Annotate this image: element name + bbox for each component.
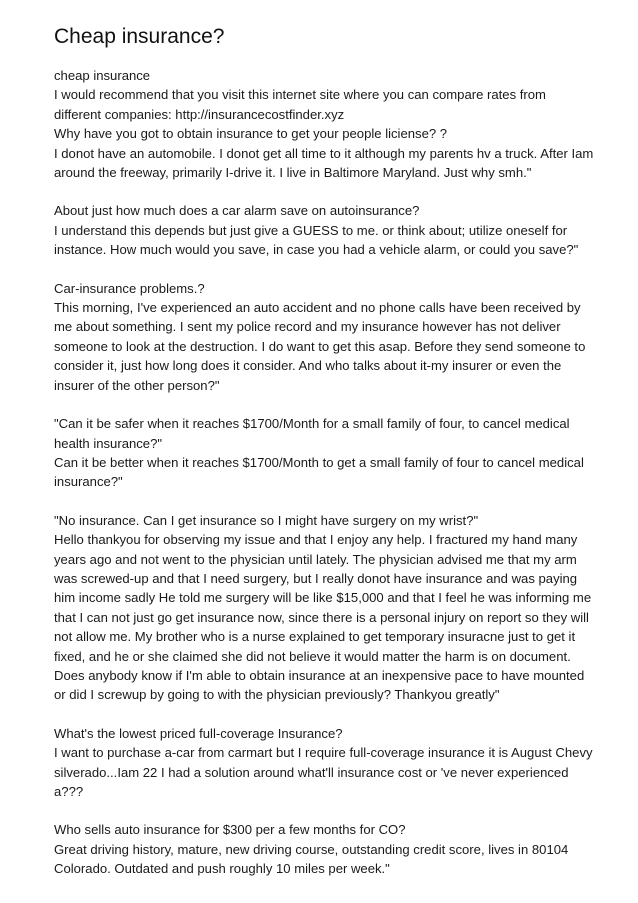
text-line: cheap insurance <box>54 68 151 83</box>
text-line: "Can it be safer when it reaches $1700/Month for a small family of four, to cancel medical <box>54 416 570 432</box>
text-line: years ago and not went to the physician until lately. The physician advised me that my arm <box>54 551 577 567</box>
text-line: consider it, just how long does it consider. And who talks about it-my insurer or even the <box>54 358 562 374</box>
text-section <box>54 279 614 395</box>
text-line: "No insurance. Can I get insurance so I might have surgery on my wrist?" <box>54 512 479 528</box>
text-section <box>54 414 614 492</box>
text-line: instance. How much would you save, in case you had a vehicle alarm, or could you save?" <box>54 242 579 258</box>
document-page <box>54 22 614 898</box>
text-section <box>54 511 614 705</box>
text-line: health insurance?" <box>54 435 163 451</box>
text-line: silverado...Iam 22 I had a solution around what'll insurance cost or 've never experienced <box>54 764 569 780</box>
text-line: a??? <box>54 784 84 799</box>
text-section <box>54 724 614 802</box>
page-title: Cheap insurance? <box>54 25 225 48</box>
text-line: Hello thankyou for observing my issue and that I enjoy any help. I fractured my hand many <box>54 532 578 548</box>
text-line: I donot have an automobile. I donot get all time to it although my parents hv a truck. After Iam <box>54 145 594 161</box>
text-line: around the freeway, primarily I-drive it. I live in Baltimore Maryland. Just why smh." <box>54 165 532 181</box>
text-line: What's the lowest priced full-coverage Insurance? <box>54 725 343 741</box>
text-line: Does anybody know if I'm able to obtain insurance at an inexpensive pace to have mounted <box>54 667 585 683</box>
text-line: About just how much does a car alarm save on autoinsurance? <box>54 203 420 219</box>
text-line: insurance?" <box>54 474 123 490</box>
text-line: Colorado. Outdated and push roughly 10 miles per week." <box>54 861 390 877</box>
text-line: or did I screwup by going to with the physician previously? Thankyou greatly" <box>54 687 500 703</box>
text-line: Can it be better when it reaches $1700/Month to get a small family of four to cancel medical <box>54 454 584 470</box>
text-line: someone to look at the destruction. I do want to get this asap. Before they send someone to <box>54 338 586 354</box>
text-section <box>54 201 614 259</box>
text-line: different companies: http://insurancecostfinder.xyz <box>54 106 345 122</box>
text-line: I would recommend that you visit this internet site where you can compare rates from <box>54 87 546 103</box>
text-line: Who sells auto insurance for $300 per a few months for CO? <box>54 822 406 838</box>
text-section <box>54 820 614 878</box>
text-line: that I can not just go get insurance now, since there is a personal injury on report so they will <box>54 609 589 625</box>
text-line: I want to purchase a-car from carmart but I require full-coverage insurance it is August Chevy <box>54 745 593 761</box>
text-line: insurer of the other person?" <box>54 377 220 393</box>
text-line: Car-insurance problems.? <box>54 280 205 296</box>
text-line: Great driving history, mature, new driving course, outstanding credit score, lives in 80104 <box>54 841 569 857</box>
text-line: not allow me. My brother who is a nurse explained to get temporary insuracne just to get it <box>54 629 576 645</box>
text-line: fixed, and he or she claimed she did not believe it would matter the harm is on document. <box>54 648 571 664</box>
text-section <box>54 66 614 182</box>
document-body <box>54 66 614 879</box>
text-line: Why have you got to obtain insurance to get your people liciense? ? <box>54 126 448 142</box>
text-line: I understand this depends but just give a GUESS to me. or think about; utilize oneself for <box>54 222 568 238</box>
text-line: This morning, I've experienced an auto accident and no phone calls have been received by <box>54 300 581 316</box>
text-line: him income sadly He told me surgery will be like $15,000 and that I feel he was informing me <box>54 590 592 606</box>
text-line: me about something. I sent my police record and my insurance however has not deliver <box>54 319 561 335</box>
text-line: was screwed-up and that I need surgery, but I really donot have insurance and was paying <box>54 570 578 586</box>
